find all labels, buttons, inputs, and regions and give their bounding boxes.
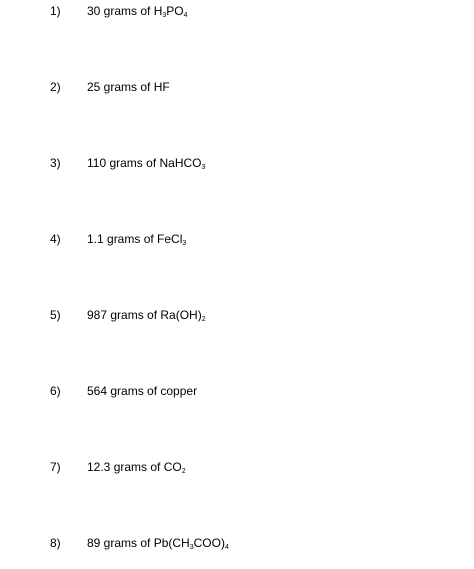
- formula-subscript: 2: [201, 316, 206, 323]
- formula-subscript: 2: [181, 468, 186, 475]
- problem-6: [0, 381, 474, 401]
- problem-prefix: 89 grams of: [87, 536, 154, 550]
- formula-subscript: 3: [182, 240, 187, 247]
- problem-text: [87, 305, 206, 325]
- formula-subscript: 4: [183, 12, 188, 19]
- problem-prefix: 110 grams of: [87, 156, 160, 170]
- formula-part: Ra(OH): [160, 308, 202, 322]
- problem-prefix: 30 grams of: [87, 4, 154, 18]
- problem-text: [87, 381, 197, 401]
- chemical-formula: [154, 80, 170, 94]
- formula-part: copper: [160, 384, 198, 398]
- problem-text: [87, 1, 188, 21]
- formula-part: FeCl: [157, 232, 183, 246]
- problem-text: [87, 77, 170, 97]
- formula-subscript: 4: [224, 544, 229, 551]
- problem-5: [0, 305, 474, 325]
- problem-number: 4): [50, 232, 61, 246]
- formula-subscript: 3: [201, 164, 206, 171]
- problem-number: 5): [50, 308, 61, 322]
- problem-8: [0, 533, 474, 553]
- problem-number: 1): [50, 4, 61, 18]
- problem-number: 7): [50, 460, 61, 474]
- chemical-formula: [164, 460, 186, 474]
- formula-part: NaHCO: [159, 156, 202, 170]
- problem-prefix: 1.1 grams of: [87, 232, 158, 246]
- problem-number: 6): [50, 384, 61, 398]
- problem-7: [0, 457, 474, 477]
- chemical-formula: [157, 232, 186, 246]
- chemical-formula: [160, 308, 205, 322]
- problem-text: [87, 153, 205, 173]
- problem-prefix: 25 grams of: [87, 80, 154, 94]
- formula-part: Pb(CH: [153, 536, 190, 550]
- problem-number: 8): [50, 536, 61, 550]
- problem-prefix: 564 grams of: [87, 384, 161, 398]
- formula-part: HF: [153, 80, 170, 94]
- formula-subscript: 3: [189, 544, 194, 551]
- problem-number: 3): [50, 156, 61, 170]
- chemical-formula: [160, 384, 197, 398]
- problem-text: [87, 229, 186, 249]
- problem-3: [0, 153, 474, 173]
- formula-part: CO: [163, 460, 182, 474]
- formula-subscript: 3: [162, 12, 167, 19]
- problem-2: [0, 77, 474, 97]
- problem-text: [87, 457, 186, 477]
- formula-part: H: [153, 4, 163, 18]
- problem-text: [87, 533, 229, 553]
- problem-prefix: 987 grams of: [87, 308, 161, 322]
- problem-4: [0, 229, 474, 249]
- problem-1: [0, 1, 474, 21]
- formula-part: PO: [166, 4, 184, 18]
- chemical-formula: [154, 536, 229, 550]
- problem-prefix: 12.3 grams of: [87, 460, 164, 474]
- formula-part: COO): [193, 536, 225, 550]
- chemical-formula: [154, 4, 188, 18]
- chemical-formula: [159, 156, 205, 170]
- problem-number: 2): [50, 80, 61, 94]
